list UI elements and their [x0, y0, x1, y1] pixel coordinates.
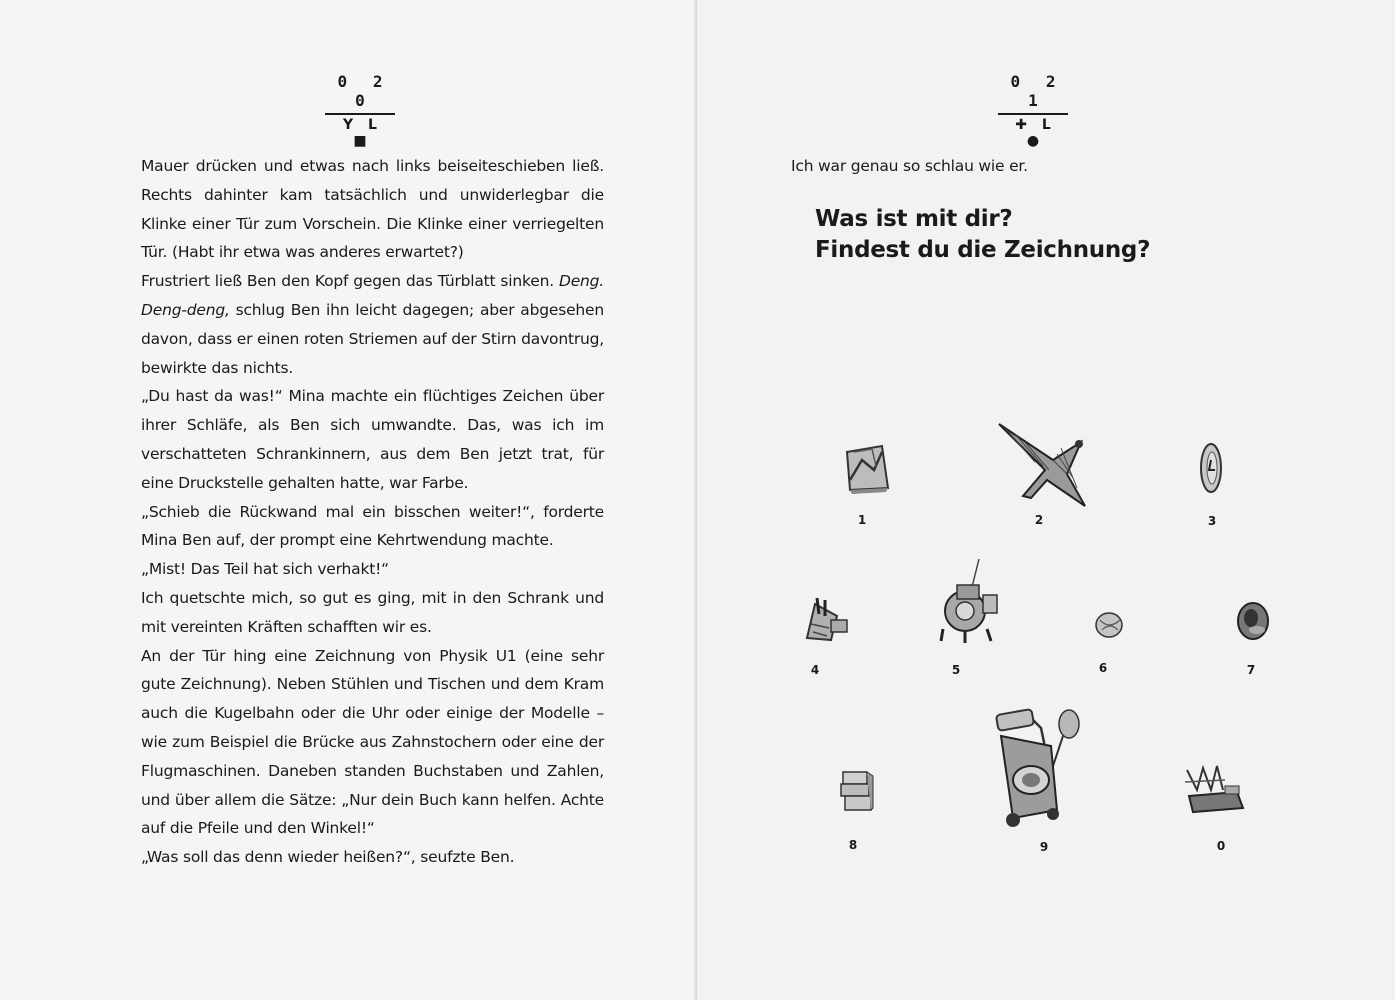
item-label: 6: [1098, 661, 1108, 675]
item-label: 8: [848, 838, 858, 852]
item-label: 9: [1039, 840, 1049, 854]
page-number-symbols: ✚ L ●: [1015, 117, 1056, 149]
page-number-symbols: Y L ■: [343, 117, 382, 149]
left-page: [0, 0, 697, 1000]
cube-stack-icon: [837, 768, 877, 816]
paragraph: Mauer drücken und etwas nach links beiseiteschieben ließ. Rechts dahinter kam tatsächlich und unwiderlegbar die Klinke einer Tür zum Vorschein. Die Klinke einer verriegelten Tür. (Habt ihr etwa was anderes erwartet?): [141, 157, 604, 262]
reader-question: [815, 204, 1150, 266]
page-number-right: [998, 72, 1068, 149]
ball-icon: [1094, 610, 1126, 640]
box-sketch-icon: [842, 440, 892, 495]
page-number-left: [325, 72, 395, 149]
right-page: [697, 0, 1395, 1000]
paragraph: „Mist! Das Teil hat sich verhakt!“: [141, 560, 389, 579]
item-label: 2: [1034, 513, 1044, 527]
paragraph: An der Tür hing eine Zeichnung von Physik U1 (eine sehr gute Zeichnung). Neben Stühlen und Tischen und dem Kram auch die Kugelbahn oder die Uhr oder einige der Modelle – wie zum Beispiel die Brücke aus Zahnstochern oder eine der Flugmaschinen. Daneben standen Buchstaben und Zahlen, und über allem die Sätze: „Nur dein Buch kann helfen. Achte auf die Pfeile und den Winkel!“: [141, 646, 604, 838]
italic-sound: Deng. Deng-deng,: [141, 272, 605, 319]
robot-machine-icon: [935, 555, 1001, 645]
paragraph: „Schieb die Rückwand mal ein bisschen weiter!“, forderte Mina Ben auf, der prompt eine Kehrtwendung machte.: [141, 502, 604, 550]
coin-icon: [1199, 442, 1223, 494]
item-label: 4: [810, 663, 820, 677]
intro-sentence: Ich war genau so schlau wie er.: [791, 157, 1028, 175]
question-line: Was ist mit dir?: [815, 206, 1013, 232]
item-label: 0: [1216, 839, 1226, 853]
item-label: 5: [951, 663, 961, 677]
cart-machine-icon: [993, 706, 1083, 830]
paragraph: „Du hast da was!“ Mina machte ein flüchtiges Zeichen über ihrer Schläfe, als Ben sich umwandte. Das, was ich im verschatteten Schrankinnern, aus dem Ben jetzt trat, für eine Druckstelle gehalten hatte, war Farbe.: [141, 387, 604, 492]
item-label: 3: [1207, 514, 1217, 528]
question-line: Findest du die Zeichnung?: [815, 237, 1151, 263]
bird-kite-icon: [995, 418, 1089, 510]
paragraph: „Was soll das denn wieder heißen?“, seufzte Ben.: [141, 848, 515, 867]
item-label: 1: [857, 513, 867, 527]
story-text: [141, 152, 604, 872]
page-number-digits: 0 2 0: [325, 72, 395, 115]
paragraph: Frustriert ließ Ben den Kopf gegen das Türblatt sinken. Deng. Deng-deng, schlug Ben ihn leicht dagegen; aber abgesehen davon, dass er einen roten Striemen auf der Stirn davontrug, bewirkte das nichts.: [141, 272, 605, 377]
paragraph: Ich quetschte mich, so gut es ging, mit in den Schrank und mit vereinten Kräften schafften wir es.: [141, 588, 604, 636]
item-label: 7: [1246, 663, 1256, 677]
small-machine-icon: [801, 594, 851, 644]
ring-icon: [1235, 600, 1271, 642]
bridge-model-icon: [1181, 760, 1247, 816]
page-number-digits: 0 2 1: [998, 72, 1068, 115]
